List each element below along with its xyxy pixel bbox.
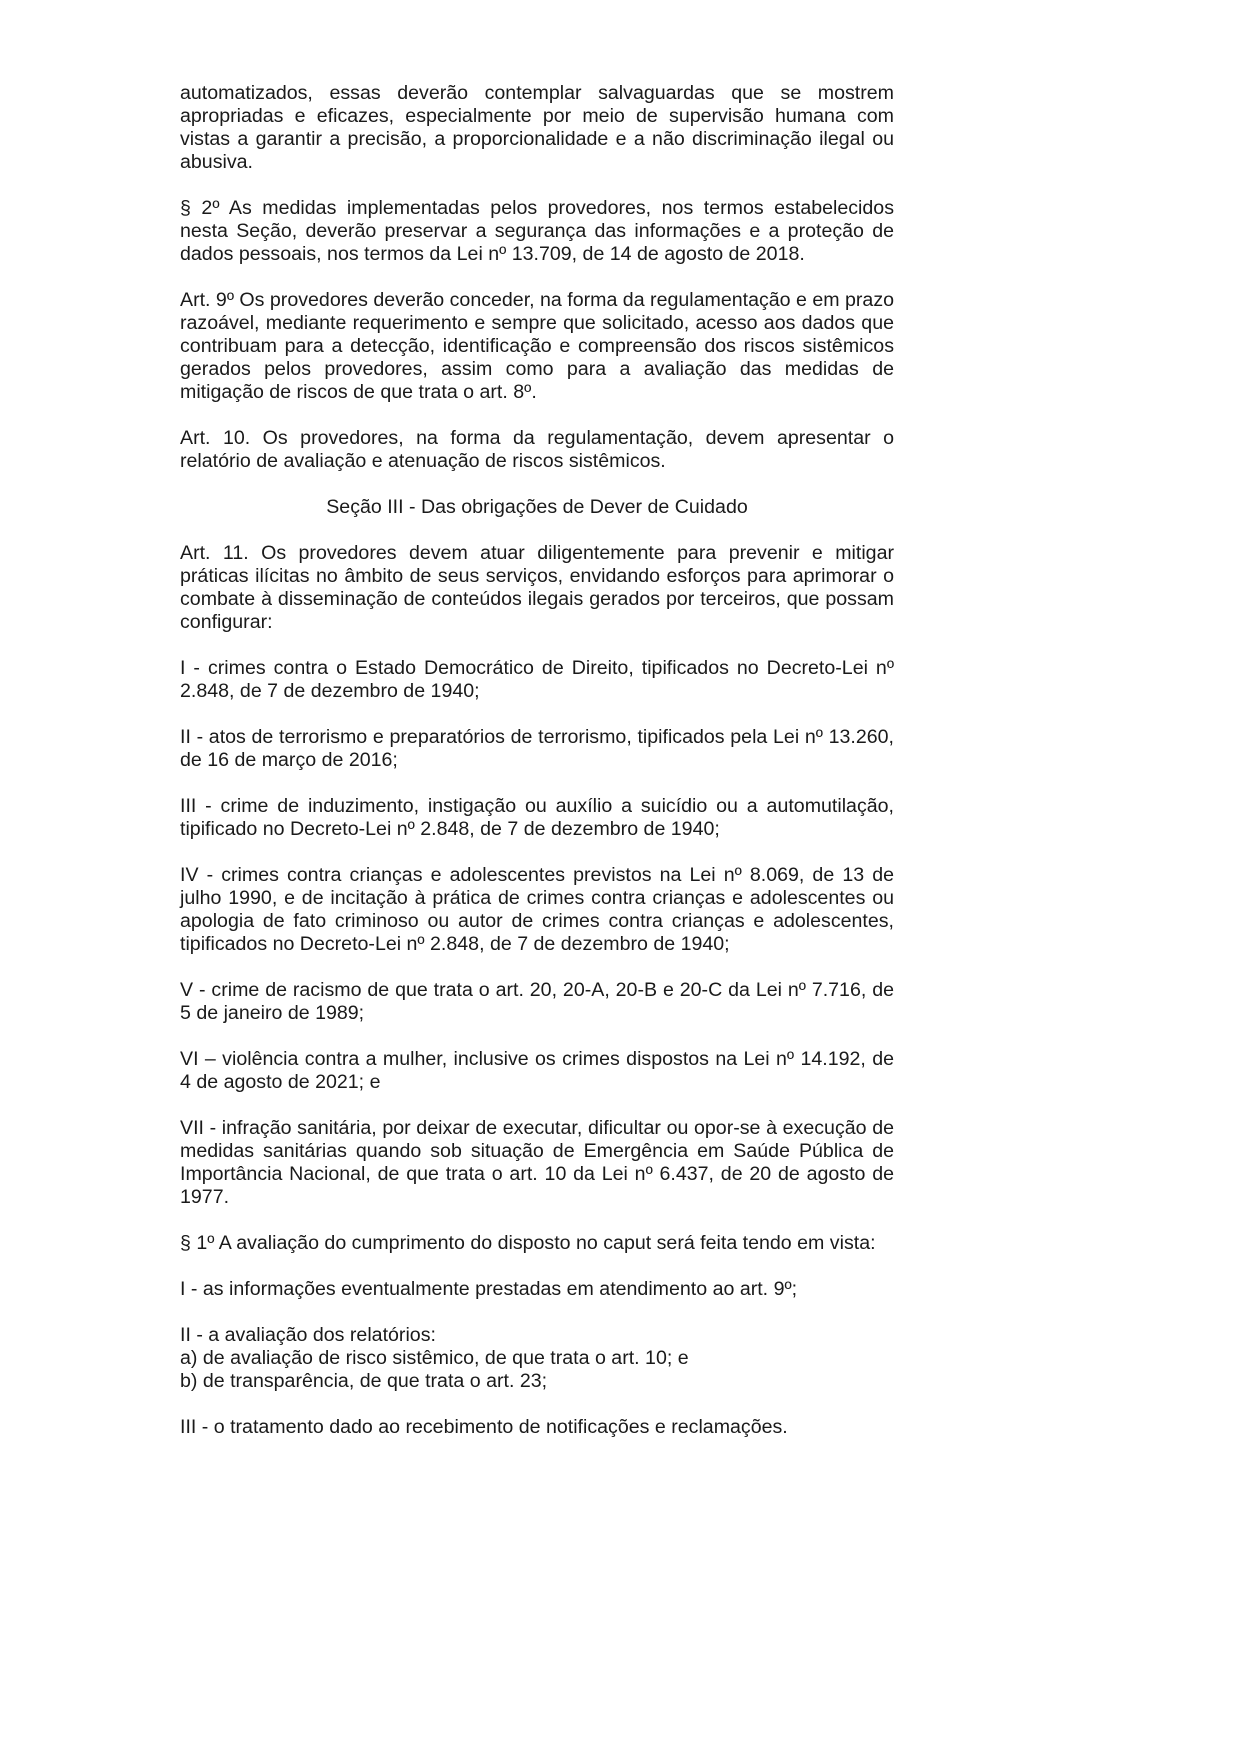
- paragraph-safeguards: automatizados, essas deverão contemplar salvaguardas que se mostrem apropriadas e eficazes, especialmente por meio de supervisão humana com vistas a garantir a precisão, a proporcionalidade e a não discriminação ilegal ou abusiva.: [180, 82, 894, 173]
- paragraph-art-9: Art. 9º Os provedores deverão conceder, na forma da regulamentação e em prazo razoável, mediante requerimento e sempre que solicitado, acesso aos dados que contribuam para a detecção, identificação e compreensão dos riscos sistêmicos gerados pelos provedores, assim como para a avaliação das medidas de mitigação de riscos de que trata o art. 8º.: [180, 289, 895, 403]
- section-1-item-ii-heading: II - a avaliação dos relatórios:: [180, 1324, 436, 1346]
- section-1-item-ii-b: b) de transparência, de que trata o art. 23;: [180, 1370, 548, 1392]
- section-1-item-ii: [180, 1324, 894, 1393]
- section-1-item-iii: III - o tratamento dado ao recebimento de notificações e reclamações.: [180, 1416, 788, 1438]
- section-heading: Seção III - Das obrigações de Dever de Cuidado: [326, 496, 748, 518]
- paragraph-section-2: § 2º As medidas implementadas pelos provedores, nos termos estabelecidos nesta Seção, deverão preservar a segurança das informações e a proteção de dados pessoais, nos termos da Lei nº 13.709, de 14 de agosto de 2018.: [180, 197, 894, 265]
- art-11-item-v: V - crime de racismo de que trata o art. 20, 20-A, 20-B e 20-C da Lei nº 7.716, de 5 de janeiro de 1989;: [180, 979, 894, 1024]
- paragraph-art-11-caput: Art. 11. Os provedores devem atuar diligentemente para prevenir e mitigar práticas ilícitas no âmbito de seus serviços, envidando esforços para aprimorar o combate à disseminação de conteúdos ilegais gerados por terceiros, que possam configurar:: [180, 542, 894, 633]
- section-1-item-i: I - as informações eventualmente prestadas em atendimento ao art. 9º;: [180, 1278, 798, 1300]
- art-11-item-vi: VI – violência contra a mulher, inclusive os crimes dispostos na Lei nº 14.192, de 4 de agosto de 2021; e: [180, 1048, 894, 1093]
- document-page: [180, 82, 894, 1462]
- section-1-item-ii-a: a) de avaliação de risco sistêmico, de que trata o art. 10; e: [180, 1347, 689, 1369]
- art-11-item-i: I - crimes contra o Estado Democrático de Direito, tipificados no Decreto-Lei nº 2.848, de 7 de dezembro de 1940;: [180, 657, 894, 702]
- art-11-item-ii: II - atos de terrorismo e preparatórios de terrorismo, tipificados pela Lei nº 13.260, de 16 de março de 2016;: [180, 726, 894, 771]
- art-11-item-iv: IV - crimes contra crianças e adolescentes previstos na Lei nº 8.069, de 13 de julho 1990, e de incitação à prática de crimes contra crianças e adolescentes ou apologia de fato criminoso ou autor de crimes contra crianças e adolescentes, tipificados no Decreto-Lei nº 2.848, de 7 de dezembro de 1940;: [180, 864, 894, 955]
- paragraph-art-11-section-1: § 1º A avaliação do cumprimento do disposto no caput será feita tendo em vista:: [180, 1232, 876, 1254]
- art-11-item-iii: III - crime de induzimento, instigação ou auxílio a suicídio ou a automutilação, tipificado no Decreto-Lei nº 2.848, de 7 de dezembro de 1940;: [180, 795, 894, 840]
- art-11-item-vii: VII - infração sanitária, por deixar de executar, dificultar ou opor-se à execução de medidas sanitárias quando sob situação de Emergência em Saúde Pública de Importância Nacional, de que trata o art. 10 da Lei nº 6.437, de 20 de agosto de 1977.: [180, 1117, 894, 1208]
- paragraph-art-10: Art. 10. Os provedores, na forma da regulamentação, devem apresentar o relatório de avaliação e atenuação de riscos sistêmicos.: [180, 427, 894, 472]
